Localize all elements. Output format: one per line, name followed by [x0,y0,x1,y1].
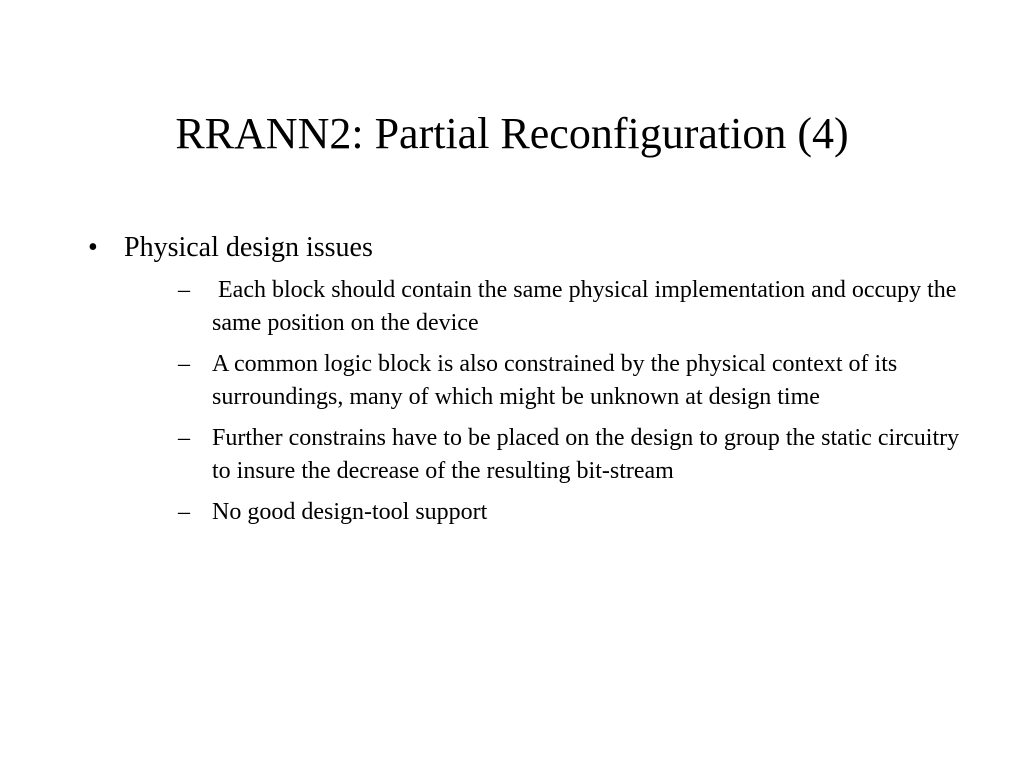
sub-bullet-text: No good design-tool support [212,499,488,525]
bullet-list [82,228,963,537]
sub-bullet-item [124,422,972,488]
sub-bullet-text: Further constrains have to be placed on the design to group the static circuitry to insure the decrease of the resulting bit-stream [212,425,960,484]
sub-bullet-item [124,496,972,529]
sub-bullet-item [124,274,972,340]
sub-bullet-list [124,274,963,529]
slide-title: RRANN2: Partial Reconfiguration (4) [175,109,849,158]
sub-bullet-marker: – [178,425,190,451]
bullet-text: Physical design issues [124,232,373,263]
sub-bullet-text: A common logic block is also constrained by the physical context of its surroundings, many of which might be unknown at design time [212,351,898,410]
sub-bullet-marker: – [178,277,190,303]
sub-bullet-marker: – [178,351,190,377]
bullet-marker: • [88,232,98,263]
sub-bullet-item [124,348,972,414]
sub-bullet-marker: – [178,499,190,525]
bullet-item [82,228,963,529]
sub-bullet-text: Each block should contain the same physical implementation and occupy the same position on the device [212,277,963,336]
